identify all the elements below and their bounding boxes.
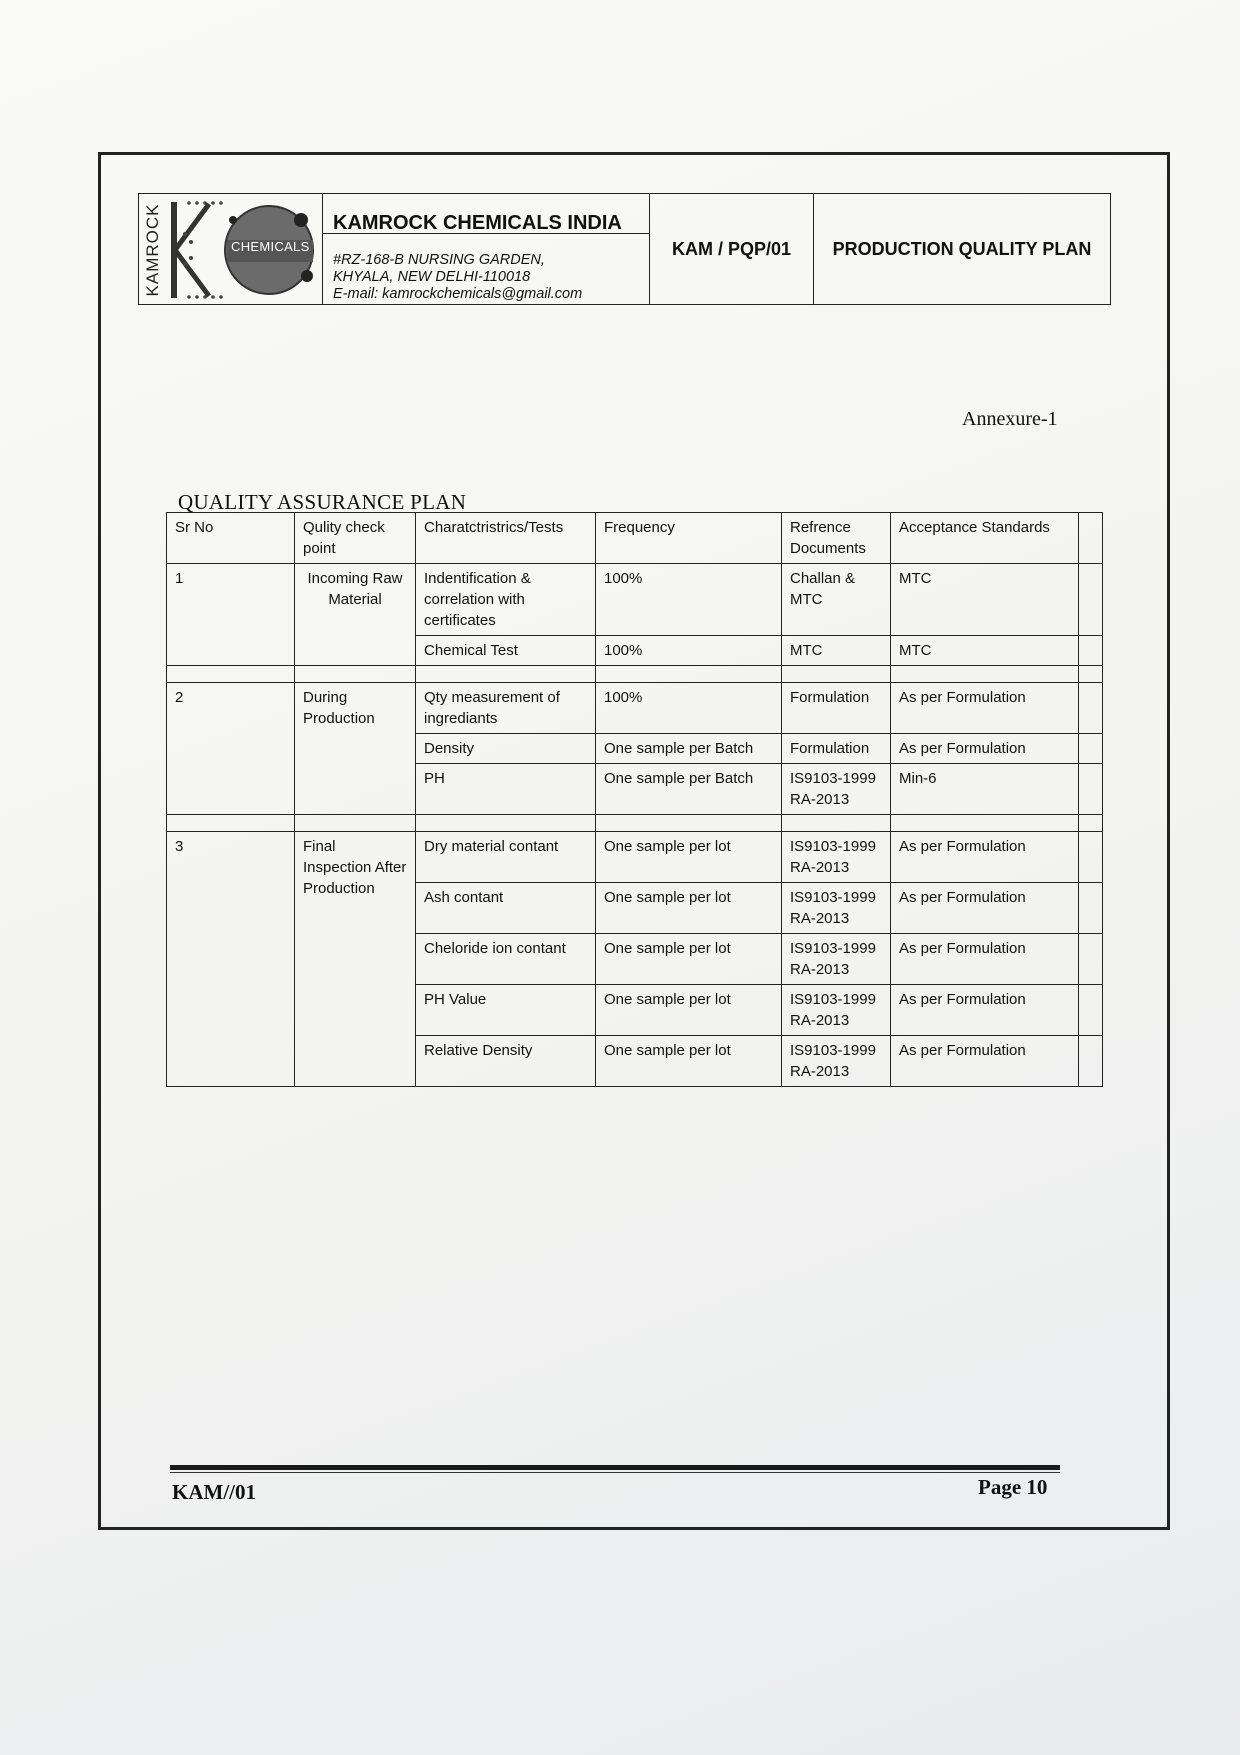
sr-no-cell: 1 bbox=[167, 564, 295, 666]
table-row bbox=[167, 832, 1103, 883]
header-tests: Charatctristrics/Tests bbox=[416, 513, 596, 564]
acceptance-cell: As per Formulation bbox=[891, 985, 1079, 1036]
header-documents: Refrence Documents bbox=[782, 513, 891, 564]
test-cell: Chemical Test bbox=[416, 636, 596, 666]
email-line: E-mail: kamrockchemicals@gmail.com bbox=[333, 286, 583, 302]
frequency-cell: 100% bbox=[596, 564, 782, 636]
document-cell: Formulation bbox=[782, 683, 891, 734]
acceptance-cell: As per Formulation bbox=[891, 883, 1079, 934]
document-header bbox=[138, 193, 1111, 305]
test-cell: Qty measurement of ingrediants bbox=[416, 683, 596, 734]
acceptance-cell: Min-6 bbox=[891, 764, 1079, 815]
test-cell: Relative Density bbox=[416, 1036, 596, 1087]
blank-cell bbox=[1079, 832, 1103, 883]
frequency-cell: One sample per lot bbox=[596, 1036, 782, 1087]
document-cell: Challan & MTC bbox=[782, 564, 891, 636]
acceptance-cell: MTC bbox=[891, 636, 1079, 666]
blank-cell bbox=[1079, 985, 1103, 1036]
frequency-cell: One sample per Batch bbox=[596, 734, 782, 764]
footer-rule bbox=[170, 1465, 1060, 1470]
table-header-row bbox=[167, 513, 1103, 564]
document-cell: IS9103-1999 RA-2013 bbox=[782, 764, 891, 815]
acceptance-cell: As per Formulation bbox=[891, 832, 1079, 883]
document-cell: IS9103-1999 RA-2013 bbox=[782, 832, 891, 883]
document-cell: IS9103-1999 RA-2013 bbox=[782, 1036, 891, 1087]
company-address bbox=[333, 252, 582, 303]
frequency-cell: One sample per lot bbox=[596, 934, 782, 985]
logo-side-text: KAMROCK bbox=[143, 203, 162, 297]
acceptance-cell: MTC bbox=[891, 564, 1079, 636]
document-cell: Formulation bbox=[782, 734, 891, 764]
frequency-cell: 100% bbox=[596, 636, 782, 666]
frequency-cell: 100% bbox=[596, 683, 782, 734]
header-frequency: Frequency bbox=[596, 513, 782, 564]
blank-cell bbox=[1079, 564, 1103, 636]
frequency-cell: One sample per lot bbox=[596, 832, 782, 883]
logo-badge-text: CHEMICALS bbox=[231, 239, 310, 254]
acceptance-cell: As per Formulation bbox=[891, 683, 1079, 734]
test-cell: Dry material contant bbox=[416, 832, 596, 883]
check-point-cell: Incoming Raw Material bbox=[295, 564, 416, 666]
document-cell: IS9103-1999 RA-2013 bbox=[782, 934, 891, 985]
test-cell: Ash contant bbox=[416, 883, 596, 934]
address-line-2: KHYALA, NEW DELHI-110018 bbox=[333, 269, 531, 285]
test-cell: Indentification & correlation with certificates bbox=[416, 564, 596, 636]
header-acceptance: Acceptance Standards bbox=[891, 513, 1079, 564]
spacer-row bbox=[167, 666, 1103, 683]
document-code: KAM / PQP/01 bbox=[650, 194, 814, 304]
blank-cell bbox=[1079, 764, 1103, 815]
test-cell: PH Value bbox=[416, 985, 596, 1036]
company-info bbox=[323, 194, 650, 304]
header-check-point bbox=[295, 513, 416, 564]
header-blank bbox=[1079, 513, 1103, 564]
document-cell: IS9103-1999 RA-2013 bbox=[782, 883, 891, 934]
blank-cell bbox=[1079, 636, 1103, 666]
sr-no-cell: 3 bbox=[167, 832, 295, 1087]
acceptance-cell: As per Formulation bbox=[891, 934, 1079, 985]
test-cell: Density bbox=[416, 734, 596, 764]
sr-no-cell: 2 bbox=[167, 683, 295, 815]
acceptance-cell: As per Formulation bbox=[891, 1036, 1079, 1087]
blank-cell bbox=[1079, 934, 1103, 985]
footer-page-number: Page 10 bbox=[978, 1475, 1048, 1499]
frequency-cell: One sample per lot bbox=[596, 985, 782, 1036]
section-title: QUALITY ASSURANCE PLAN bbox=[178, 490, 467, 514]
header-check-point-text: Qulity check point bbox=[303, 519, 385, 557]
table-row bbox=[167, 564, 1103, 636]
header-sr-no: Sr No bbox=[167, 513, 295, 564]
table-row bbox=[167, 683, 1103, 734]
blank-cell bbox=[1079, 883, 1103, 934]
frequency-cell: One sample per Batch bbox=[596, 764, 782, 815]
check-point-cell: Final Inspection After Production bbox=[295, 832, 416, 1087]
spacer-row bbox=[167, 815, 1103, 832]
test-cell: PH bbox=[416, 764, 596, 815]
test-cell: Cheloride ion contant bbox=[416, 934, 596, 985]
document-cell: MTC bbox=[782, 636, 891, 666]
blank-cell bbox=[1079, 1036, 1103, 1087]
document-cell: IS9103-1999 RA-2013 bbox=[782, 985, 891, 1036]
company-logo bbox=[139, 194, 323, 304]
document-title: PRODUCTION QUALITY PLAN bbox=[832, 238, 1092, 259]
company-name: KAMROCK CHEMICALS INDIA bbox=[323, 194, 649, 234]
footer-rule-thin bbox=[170, 1472, 1060, 1473]
footer-doc-id: KAM//01 bbox=[172, 1480, 256, 1504]
check-point-cell: During Production bbox=[295, 683, 416, 815]
annexure-label: Annexure-1 bbox=[962, 408, 1058, 430]
quality-assurance-table bbox=[166, 512, 1103, 1087]
acceptance-cell: As per Formulation bbox=[891, 734, 1079, 764]
address-line-1: #RZ-168-B NURSING GARDEN, bbox=[333, 252, 545, 268]
frequency-cell: One sample per lot bbox=[596, 883, 782, 934]
blank-cell bbox=[1079, 734, 1103, 764]
blank-cell bbox=[1079, 683, 1103, 734]
